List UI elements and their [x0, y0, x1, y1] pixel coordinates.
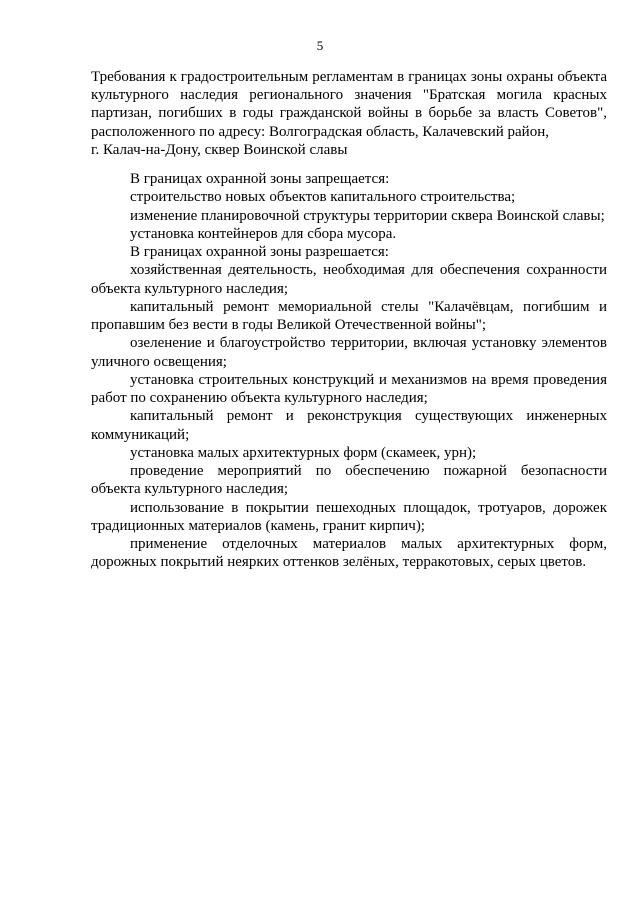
document-body [91, 170, 607, 572]
document-title-last-line: г. Калач-на-Дону, сквер Воинской славы [91, 141, 348, 158]
paragraph: установка контейнеров для сбора мусора. [130, 225, 397, 242]
paragraph: капитальный ремонт мемориальной стелы "Калачёвцам, погибшим и пропавшим без вести в годы Великой Отечественной войны"; [91, 298, 607, 333]
paragraph: озеленение и благоустройство территории, включая установку элементов уличного освещения; [91, 335, 607, 370]
paragraph: проведение мероприятий по обеспечению пожарной безопасности объекта культурного наследия; [91, 463, 607, 498]
paragraph: изменение планировочной структуры территории сквера Воинской славы; [130, 207, 605, 224]
paragraph: установка строительных конструкций и механизмов на время проведения работ по сохранению объекта культурного наследия; [91, 371, 607, 406]
paragraph: капитальный ремонт и реконструкция существующих инженерных коммуникаций; [91, 408, 607, 443]
paragraph: В границах охранной зоны разрешается: [130, 244, 389, 260]
paragraph: применение отделочных материалов малых архитектурных форм, дорожных покрытий неярких оттенков зелёных, терракотовых, серых цветов. [91, 536, 607, 571]
paragraph: хозяйственная деятельность, необходимая для обеспечения сохранности объекта культурного наследия; [91, 262, 607, 297]
paragraph: установка малых архитектурных форм (скамеек, урн); [130, 444, 477, 461]
page-number: 5 [316, 38, 324, 53]
paragraph: использование в покрытии пешеходных площадок, тротуаров, дорожек традиционных материалов (камень, гранит кирпич); [91, 499, 607, 534]
document-title-text: Требования к градостроительным регламентам в границах зоны охраны объекта культурного наследия регионального значения "Братская могила красных партизан, погибших в годы гражданской войны в борьбе за власть Советов", расположенного по адресу: Волгоградская область, Калачевский район, [91, 69, 607, 140]
paragraph: В границах охранной зоны запрещается: [130, 171, 390, 187]
paragraph: строительство новых объектов капитального строительства; [130, 189, 516, 206]
document-title [91, 68, 607, 159]
